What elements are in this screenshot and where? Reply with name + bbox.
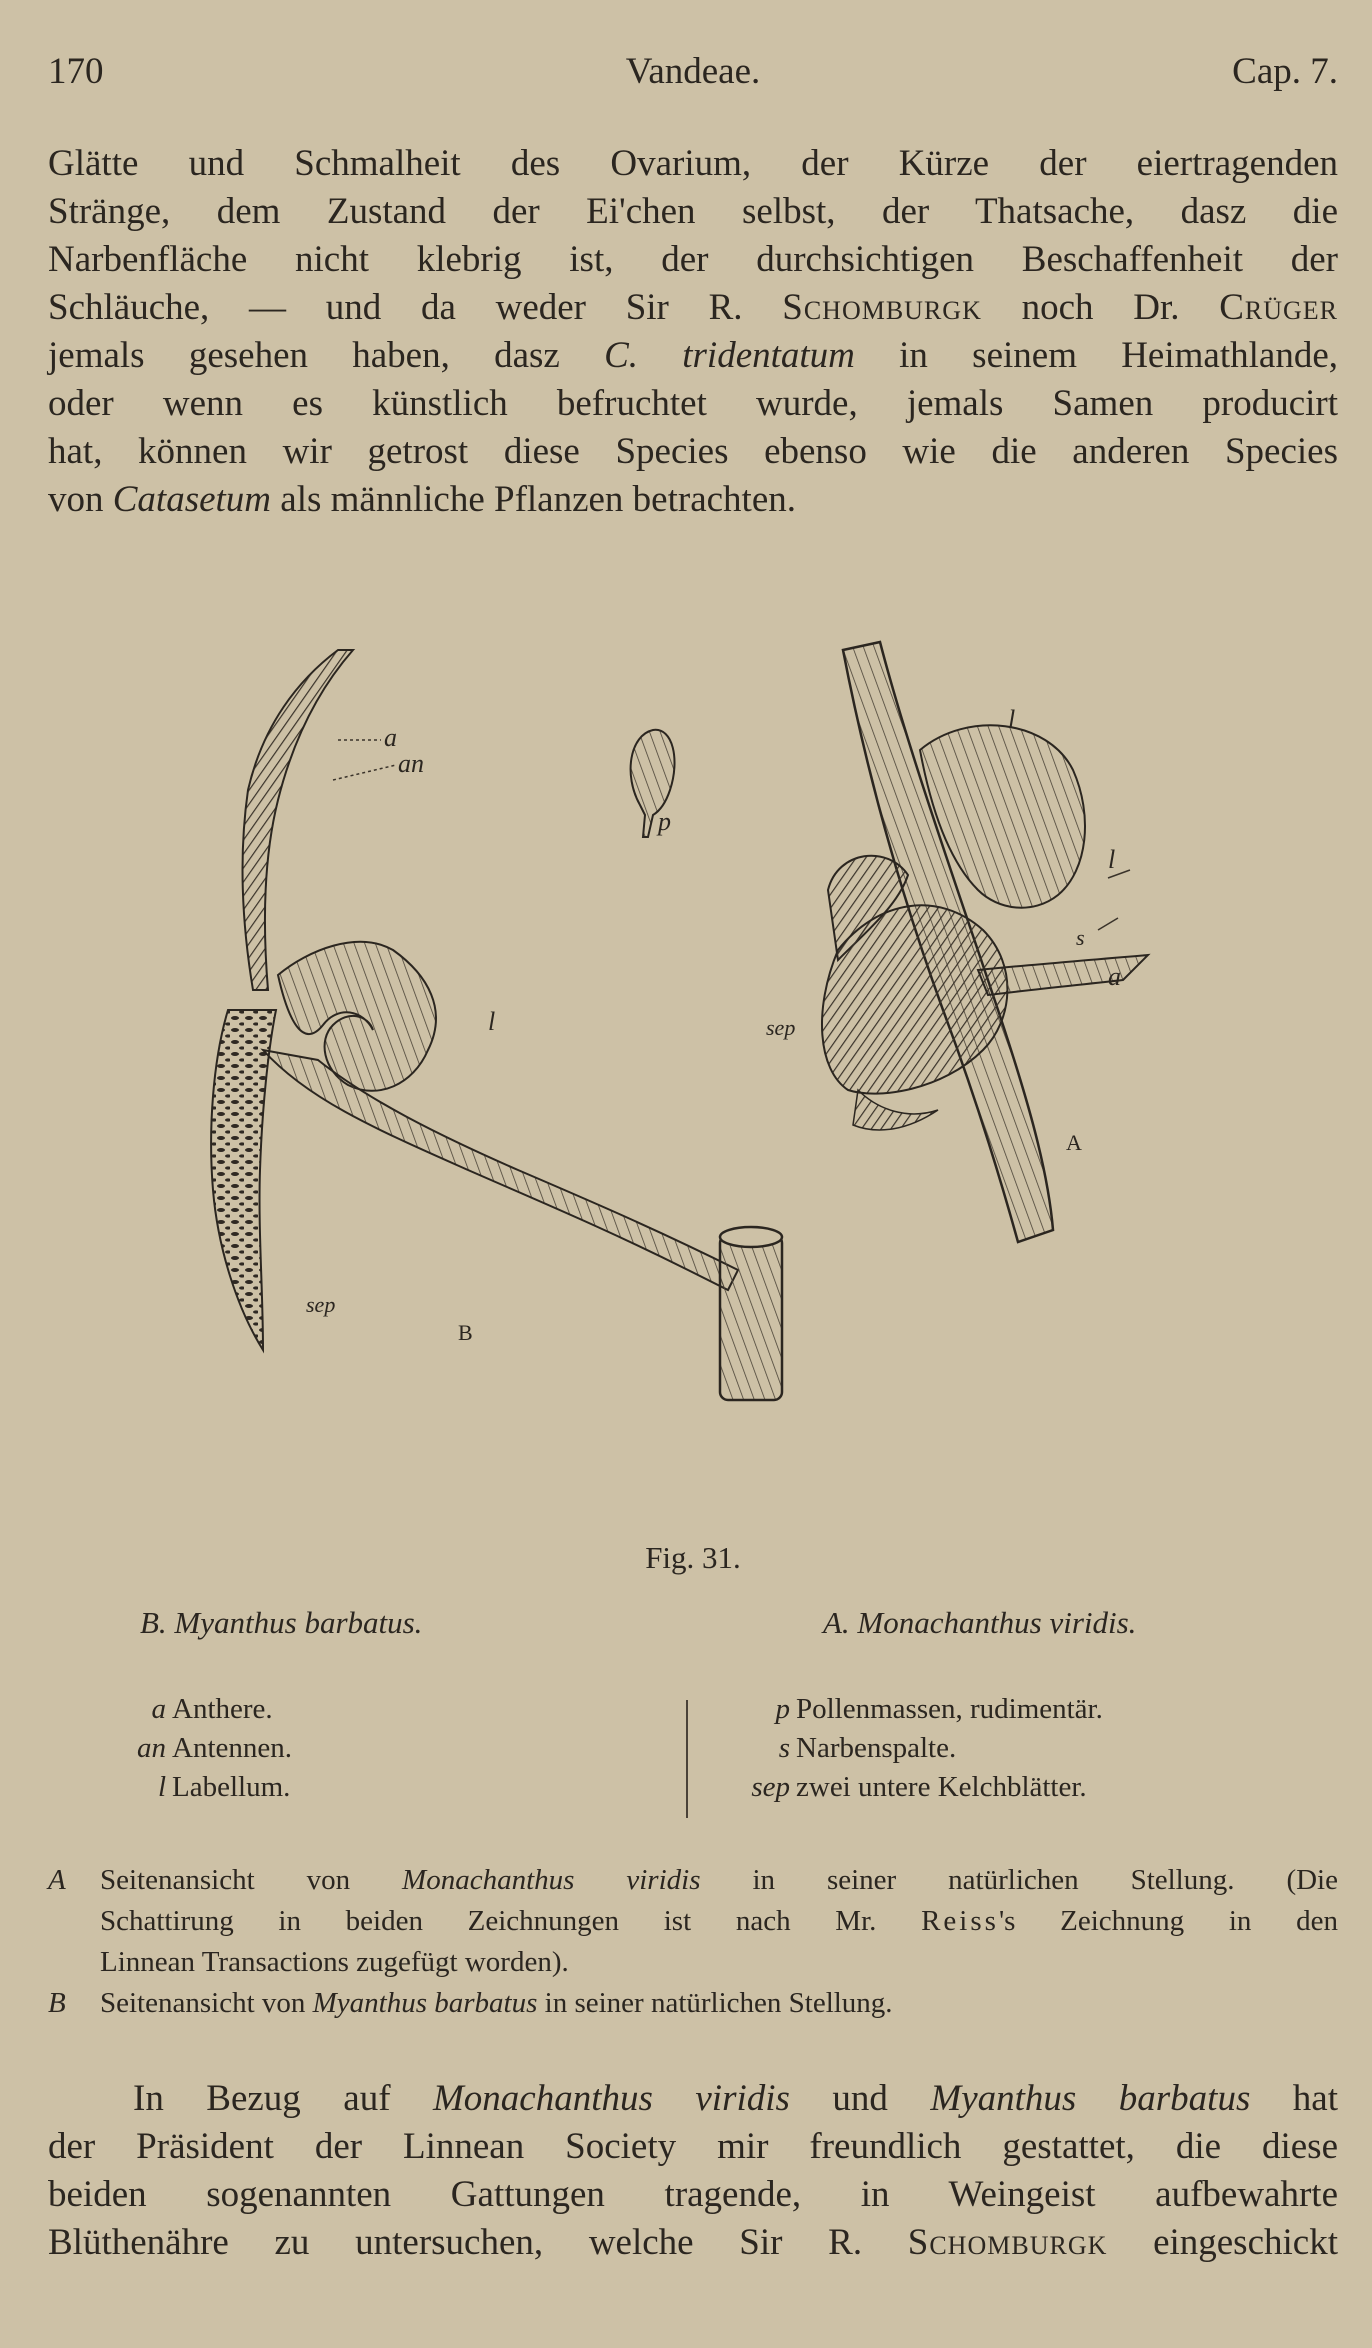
note-a: A Seitenansicht von Monachanthus viridis in seiner natürlichen Stellung. (Die Schattirung in beiden Zeichnungen ist nach Mr. Reiss's Zeichnung in den Linnean Transactions zugefügt worden). (48, 1860, 1338, 1983)
chapter-label: Cap. 7. (1232, 51, 1338, 92)
label-a-anthere-a: a (1108, 962, 1121, 991)
label-a-anthere-b: a (384, 723, 397, 752)
running-head (48, 50, 1338, 100)
drawing-b (211, 650, 782, 1400)
figure-caption: Fig. 31. (645, 1540, 741, 1575)
text-line: von Catasetum als männliche Pflanzen betrachten. (48, 479, 797, 520)
label-sep-a: sep (766, 1015, 796, 1040)
section-title: Vandeae. (625, 51, 761, 92)
legend-item: p Pollenmassen, rudimentär. (775, 1693, 1103, 1725)
text-line: In Bezug auf Monachanthus viridis und Myanthus barbatus hat (133, 2078, 1339, 2119)
note-b: B Seitenansicht von Myanthus barbatus in seiner natürlichen Stellung. (48, 1983, 1338, 2024)
legend-item: an Antennen. (137, 1732, 292, 1764)
legend-item: s Narbenspalte. (778, 1732, 957, 1764)
figure-31 (48, 630, 1338, 1510)
page-number: 170 (48, 51, 104, 92)
note-label: A (48, 1864, 66, 1896)
label-p-pollen: p (658, 807, 671, 836)
text-line: Glätte und Schmalheit des Ovarium, der Kürze der eiertragenden (48, 143, 1338, 184)
author-name: Crüger (1219, 287, 1338, 328)
legend-left (130, 1690, 292, 1807)
book-page (48, 0, 1338, 2348)
text-line: hat, können wir getrost diese Species ebenso wie die anderen Species (48, 431, 1338, 472)
genus-name: Catasetum (112, 479, 272, 520)
label-l-labellum-b: l (488, 1007, 496, 1036)
label-sep-b: sep (306, 1292, 336, 1317)
species-a-title: A. Monachanthus viridis. (823, 1605, 1137, 1640)
legend-item: l Labellum. (157, 1771, 291, 1803)
label-l-labellum-right: l (1108, 845, 1116, 874)
drawing-a-letter: A (1066, 1130, 1082, 1155)
text-line: Stränge, dem Zustand der Ei'chen selbst, der Thatsache, dasz die (48, 191, 1338, 232)
label-an-antennen: an (398, 749, 424, 778)
legend-divider (686, 1700, 688, 1818)
drawing-a (822, 642, 1148, 1242)
species-name: C. tridentatum (604, 335, 855, 376)
figure-notes (48, 1860, 1338, 2024)
paragraph-1 (48, 140, 1338, 524)
label-l-labellum-top: l (1008, 705, 1016, 734)
orchid-illustration (48, 630, 1338, 1510)
text-line: jemals gesehen haben, dasz C. tridentatum in seinem Heimathlande, (48, 335, 1338, 376)
text-line: Schläuche, — und da weder Sir R. Schomburgk noch Dr. Crüger (48, 287, 1338, 328)
note-label: B (48, 1987, 66, 2019)
text-line: der Präsident der Linnean Society mir freundlich gestattet, die diese (48, 2126, 1338, 2167)
species-b-title: B. Myanthus barbatus. (140, 1605, 423, 1640)
label-s-narbenspalte: s (1076, 925, 1085, 950)
legend-item: sep zwei untere Kelchblätter. (751, 1771, 1087, 1803)
author-name: Schomburgk (782, 287, 982, 328)
legend-item: a Anthere. (151, 1693, 273, 1725)
legend-right (734, 1690, 1103, 1807)
text-line: Blüthenähre zu untersuchen, welche Sir R. Schomburgk eingeschickt (48, 2222, 1338, 2263)
text-line: oder wenn es künstlich befruchtet wurde, jemals Samen producirt (48, 383, 1338, 424)
paragraph-2 (48, 2075, 1338, 2267)
text-line: beiden sogenannten Gattungen tragende, in Weingeist aufbewahrte (48, 2174, 1338, 2215)
drawing-b-letter: B (458, 1320, 473, 1345)
text-line: Narbenfläche nicht klebrig ist, der durchsichtigen Beschaffenheit der (48, 239, 1338, 280)
